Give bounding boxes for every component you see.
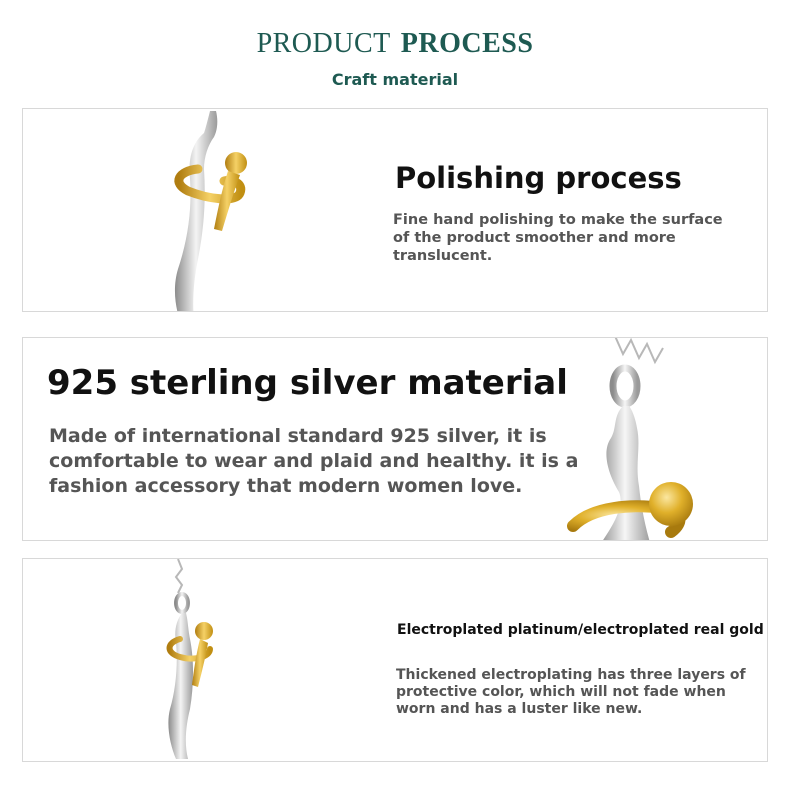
section-body: Made of international standard 925 silver, it is comfortable to wear and plaid and healthy. it is a fashion accessory that modern women love. [49, 425, 579, 497]
section-heading: Electroplated platinum/electroplated real gold [397, 622, 764, 638]
title-part-product: PRODUCT [256, 28, 391, 59]
sterling-silver-panel [22, 337, 768, 541]
section-heading: Polishing process [395, 161, 682, 195]
pendant-image [148, 559, 248, 762]
section-body: Fine hand polishing to make the surface of the product smoother and more translucent. [393, 212, 723, 264]
title-part-process: PROCESS [400, 28, 534, 59]
pendant-image [148, 108, 258, 312]
page-subtitle: Craft material [331, 70, 459, 89]
polishing-process-panel [22, 108, 768, 312]
electroplated-panel [22, 558, 768, 762]
page-title [0, 28, 790, 60]
section-body: Thickened electroplating has three layers of protective color, which will not fade when worn and has a luster like new. [396, 667, 746, 717]
section-heading: 925 sterling silver material [47, 363, 568, 403]
